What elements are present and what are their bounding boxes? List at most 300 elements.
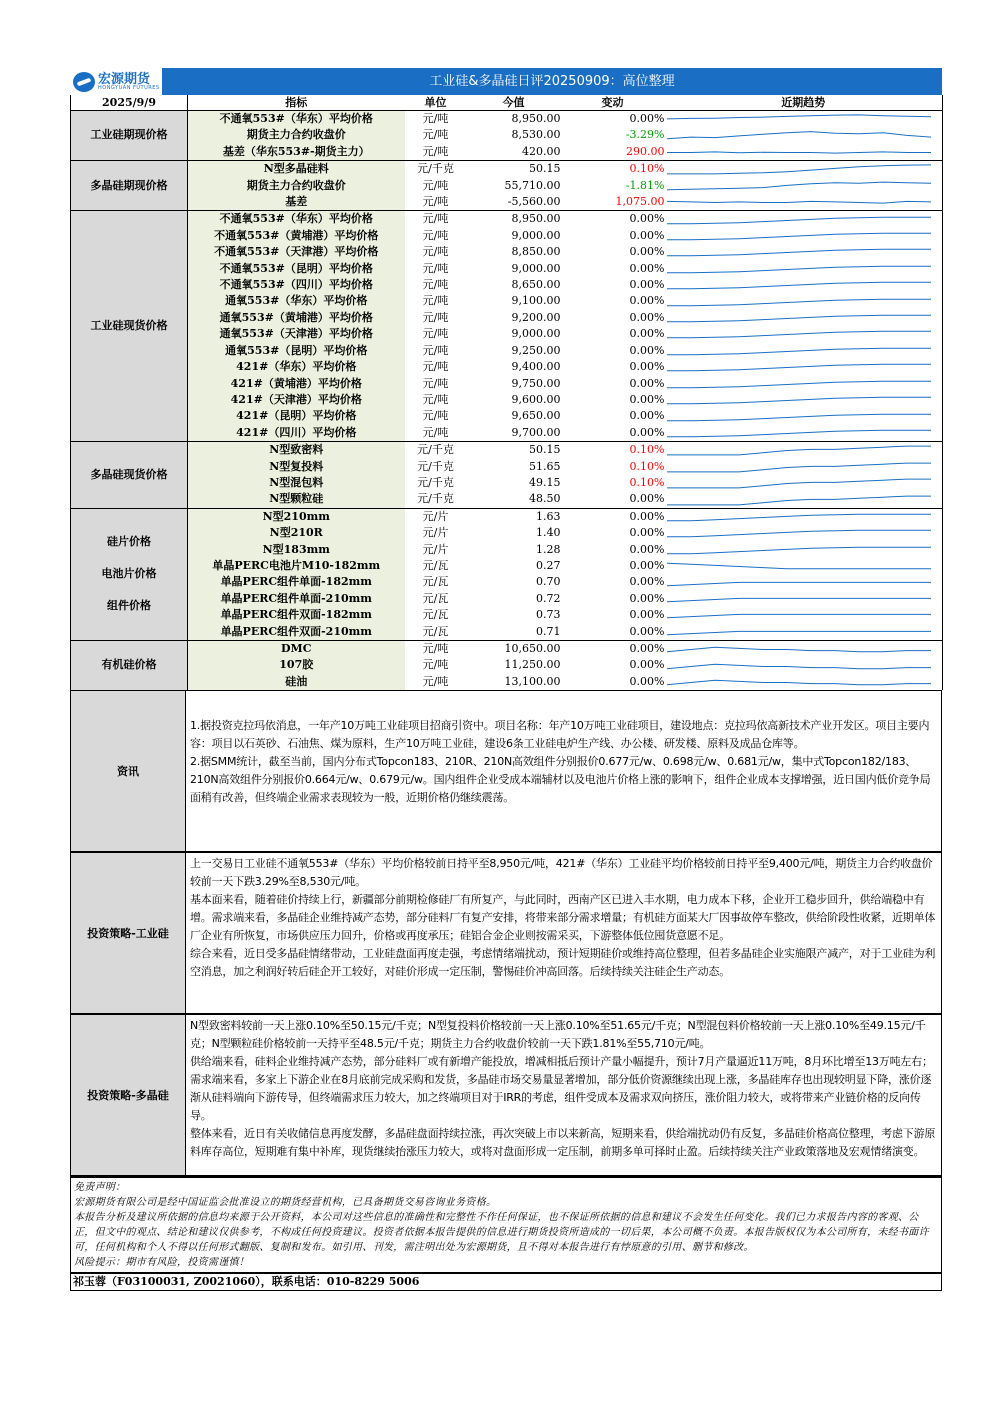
sparkline-cell (665, 376, 943, 392)
change-cell: 0.00% (629, 245, 665, 259)
indicator-name: 421#（昆明）平均价格 (188, 408, 405, 424)
change-cell: 290.00 (626, 144, 665, 158)
sparkline (665, 642, 935, 656)
value-cell: 9,700.00 (511, 425, 561, 439)
strategy-paragraph: N型致密料较前一天上涨0.10%至50.15元/千克；N型复投料价格较前一天上涨0.10%至51.65元/千克；N型混包料价格较前一天上涨0.10%至49.15元/千克；N型颗粒硅价格较前一天持平至48.5元/千克；期货主力合约收盘价较前一天下跌1.81%至55,710元/吨。 (190, 1019, 926, 1051)
table-row (71, 343, 943, 359)
sparkline-cell (665, 525, 943, 541)
sparkline-cell (665, 211, 943, 228)
col-trend: 近期趋势 (665, 95, 943, 111)
sparkline-cell (665, 127, 943, 143)
sparkline (665, 592, 935, 606)
logo-text: 宏源期货 (98, 71, 151, 87)
sparkline-series (667, 381, 931, 388)
sparkline (665, 393, 935, 407)
indicator-name: 不通氧553#（天津港）平均价格 (188, 244, 405, 260)
unit-cell: 元/吨 (405, 641, 467, 658)
table-row (71, 674, 943, 690)
sparkline-cell (665, 326, 943, 342)
sparkline-cell (665, 144, 943, 161)
sparkline (665, 245, 935, 259)
table-row (71, 194, 943, 211)
value-cell: 8,850.00 (511, 245, 561, 259)
value-cell: 9,650.00 (511, 409, 561, 423)
news-label: 资讯 (71, 691, 186, 851)
sparkline-series (667, 414, 931, 421)
unit-cell: 元/千克 (417, 475, 454, 489)
sparkline (665, 493, 935, 507)
unit-cell: 元/瓦 (422, 591, 449, 605)
unit-cell: 元/片 (422, 542, 449, 556)
change-cell: 0.00% (629, 392, 665, 406)
sparkline-cell (665, 392, 943, 408)
risk-warning: 风险提示：期市有风险，投资需谨慎！ (74, 1257, 250, 1269)
indicator-name: N型颗粒硅 (188, 491, 405, 508)
change-cell: -3.29% (625, 128, 665, 142)
sparkline (665, 460, 935, 474)
indicator-name: DMC (188, 641, 405, 658)
indicator-name: 421#（四川）平均价格 (188, 425, 405, 442)
sparkline-series (667, 563, 931, 569)
sparkline-series (667, 446, 931, 455)
table-row (71, 178, 943, 194)
sparkline (665, 162, 935, 176)
indicator-name: 期货主力合约收盘价 (188, 178, 405, 194)
unit-cell: 元/吨 (422, 195, 449, 209)
value-cell: 55,710.00 (504, 178, 561, 192)
col-change: 变动 (561, 95, 665, 111)
value-cell: 13,100.00 (504, 674, 561, 688)
disclaimer-line: 本报告分析及建议所依据的信息均来源于公开资料，本公司对这些信息的准确性和完整性不作任何保证，也不保证所依据的信息和建议不会发生任何变化。我们已力求报告内容的客观、公正，但文中的观点、结论和建议仅供参考，不构成任何投资建议。投资者依据本报告提供的信息进行期货投资所造成的一切后果，本公司概不负责。本报告版权仅为本公司所有，未经书面许可，任何机构和个人不得以任何形式翻版、复制和发布。如引用、刊发，需注明出处为宏源期货，且不得对本报告进行有悖原意的引用、删节和修改。 (74, 1212, 929, 1254)
table-row (71, 111, 943, 128)
sparkline-cell (665, 178, 943, 194)
sparkline-series (667, 664, 931, 668)
table-row (71, 261, 943, 277)
table-row (71, 376, 943, 392)
strategy-si-body (186, 853, 941, 1013)
value-cell: 9,200.00 (511, 310, 561, 324)
value-cell: 50.15 (467, 161, 561, 178)
change-cell: 0.10% (561, 442, 665, 459)
change-cell: 0.00% (629, 558, 665, 572)
indicator-name: 通氧553#（昆明）平均价格 (188, 343, 405, 359)
section-sublabel: 组件价格 (107, 599, 151, 613)
value-cell: 10,650.00 (467, 641, 561, 658)
sparkline (665, 625, 935, 639)
change-cell: 0.00% (629, 376, 665, 390)
sparkline (665, 295, 935, 309)
sparkline (665, 675, 935, 689)
value-cell: 9,400.00 (511, 360, 561, 374)
indicator-name: 单晶PERC组件单面-182mm (188, 574, 405, 590)
value-cell: 0.70 (536, 575, 561, 589)
strategy-paragraph: 综合来看，近日受多晶硅情绪带动，工业硅盘面再度走强，考虑情绪端扰动，预计短期硅价或维持高位整理，但若多晶硅企业实施限产减产，对于工业硅为利空消息，加之利润好转后硅企开工较好，对硅价形成一定压制，警惕硅价冲高回落。后续持续关注硅企生产动态。 (190, 947, 936, 979)
indicator-name: 421#（天津港）平均价格 (188, 392, 405, 408)
sparkline (665, 262, 935, 276)
sparkline (665, 213, 935, 227)
disclaimer-line: 宏源期货有限公司是经中国证监会批准设立的期货经营机构，已具备期货交易咨询业务资格。 (74, 1197, 497, 1209)
unit-cell: 元/吨 (422, 425, 449, 439)
indicator-name: 通氧553#（天津港）平均价格 (188, 326, 405, 342)
section-label: 工业硅现货价格 (71, 211, 188, 442)
strategy-poly-label: 投资策略-多晶硅 (71, 1015, 186, 1175)
sparkline-series (667, 364, 931, 371)
unit-cell: 元/瓦 (422, 608, 449, 622)
change-cell: 0.00% (629, 492, 665, 506)
strategy-poly-body (186, 1015, 941, 1175)
indicator-name: 期货主力合约收盘价 (188, 127, 405, 143)
value-cell: 8,950.00 (467, 211, 561, 228)
change-cell: 0.00% (561, 211, 665, 228)
value-cell: 8,530.00 (511, 128, 561, 142)
value-cell: 0.73 (536, 608, 561, 622)
sparkline (665, 526, 935, 540)
indicator-name: 不通氧553#（华东）平均价格 (188, 111, 405, 128)
change-cell: -1.81% (625, 178, 665, 192)
sparkline-cell (665, 624, 943, 641)
sparkline-series (667, 397, 931, 404)
sparkline-cell (665, 607, 943, 623)
unit-cell: 元/吨 (422, 392, 449, 406)
change-cell: 0.00% (629, 591, 665, 605)
sparkline-series (667, 496, 931, 505)
change-cell: 0.00% (629, 228, 665, 242)
table-row (71, 244, 943, 260)
sparkline (665, 145, 935, 159)
unit-cell: 元/吨 (422, 310, 449, 324)
sparkline-cell (665, 293, 943, 309)
change-cell: 0.00% (629, 294, 665, 308)
unit-cell: 元/千克 (417, 459, 454, 473)
sparkline-cell (665, 591, 943, 607)
table-row (71, 558, 943, 574)
value-cell: 1.28 (536, 542, 561, 556)
unit-cell: 元/吨 (422, 144, 449, 158)
value-cell: 9,100.00 (511, 294, 561, 308)
value-cell: 51.65 (529, 459, 561, 473)
change-cell: 0.00% (629, 425, 665, 439)
sparkline-cell (665, 277, 943, 293)
sparkline (665, 278, 935, 292)
indicator-name: N型致密料 (188, 442, 405, 459)
sparkline-cell (665, 244, 943, 260)
sparkline-series (667, 299, 931, 306)
unit-cell: 元/吨 (422, 228, 449, 242)
unit-cell: 元/吨 (422, 245, 449, 259)
indicator-name: 硅油 (188, 674, 405, 690)
sparkline (665, 112, 935, 126)
sparkline-series (667, 250, 931, 257)
indicator-name: N型混包料 (188, 475, 405, 491)
indicator-name: 单晶PERC组件双面-210mm (188, 624, 405, 641)
sparkline-cell (665, 359, 943, 375)
unit-cell: 元/吨 (422, 261, 449, 275)
value-cell: 49.15 (529, 475, 561, 489)
value-cell: 9,250.00 (511, 343, 561, 357)
strategy-poly-section (70, 1014, 942, 1176)
sparkline (665, 443, 935, 457)
sparkline-cell (665, 459, 943, 475)
sparkline-series (667, 680, 931, 684)
indicator-name: 单晶PERC组件单面-210mm (188, 591, 405, 607)
table-row (71, 127, 943, 143)
unit-cell: 元/吨 (422, 658, 449, 672)
table-row (71, 310, 943, 326)
table-row (71, 359, 943, 375)
indicator-name: 基差（华东553#-期货主力） (188, 144, 405, 161)
strategy-paragraph: 供给端来看，硅料企业维持减产态势，部分硅料厂或有新增产能投放，增减相抵后预计产量小幅提升，预计7月产量逼近11万吨，8月环比增至13万吨左右；需求端来看，多家上下游企业在8月底前完成采购和发货，多晶硅市场交易量显著增加，部分低价资源继续出现上涨，多晶硅库存也出现较明显下降，涨价逐渐从硅料端向下游传导，但终端需求压力较大，加之终端项目对于IRR的考虑，组件受成本及需求双向挤压，涨价阻力较大，或将带来产业链价格的反向传导。 (190, 1055, 933, 1123)
sparkline-cell (665, 657, 943, 673)
value-cell: 420.00 (522, 144, 561, 158)
sparkline (665, 543, 935, 557)
change-cell: 0.00% (629, 409, 665, 423)
section-label: 多晶硅现货价格 (71, 442, 188, 509)
indicator-name: 不通氧553#（四川）平均价格 (188, 277, 405, 293)
table-row (71, 228, 943, 244)
table-row (71, 459, 943, 475)
unit-cell: 元/吨 (405, 211, 467, 228)
logo-subtext: HONGYUAN FUTURES (98, 84, 160, 91)
sparkline-cell (665, 508, 943, 525)
sparkline-series (667, 332, 931, 339)
change-cell: 0.00% (629, 658, 665, 672)
indicator-name: 基差 (188, 194, 405, 211)
col-value: 今值 (467, 95, 561, 111)
table-row (71, 657, 943, 673)
sparkline (665, 410, 935, 424)
sparkline-cell (665, 261, 943, 277)
sparkline-series (667, 582, 931, 585)
value-cell: 0.27 (536, 558, 561, 572)
sparkline-cell (665, 194, 943, 211)
indicator-name: 单晶PERC组件双面-182mm (188, 607, 405, 623)
table-row (71, 425, 943, 442)
value-cell: 50.15 (467, 442, 561, 459)
sparkline-cell (665, 674, 943, 690)
table-row (71, 277, 943, 293)
indicator-name: 通氧553#（黄埔港）平均价格 (188, 310, 405, 326)
value-cell: 9,750.00 (511, 376, 561, 390)
table-row (71, 591, 943, 607)
value-cell: 11,250.00 (504, 658, 561, 672)
value-cell: 9,000.00 (511, 228, 561, 242)
company-logo (70, 68, 162, 95)
sparkline-series (667, 315, 931, 322)
change-cell: 0.00% (629, 310, 665, 324)
sparkline (665, 426, 935, 440)
col-unit: 单位 (405, 95, 467, 111)
sparkline-series (667, 165, 931, 174)
report-date: 2025/9/9 (71, 95, 188, 111)
report-title: 工业硅&多晶硅日评20250909：高位整理 (429, 74, 675, 89)
sparkline (665, 659, 935, 673)
sparkline (665, 576, 935, 590)
change-cell: 0.00% (629, 624, 665, 638)
table-row (71, 525, 943, 541)
indicator-name: 107胶 (188, 657, 405, 673)
disclaimer (70, 1176, 942, 1273)
sparkline-series (667, 266, 931, 273)
report-frame (70, 68, 942, 1291)
change-cell: 0.00% (561, 641, 665, 658)
change-cell: 0.00% (629, 343, 665, 357)
value-cell: 9,000.00 (511, 327, 561, 341)
news-paragraph: 1.据投资克拉玛依消息，一年产10万吨工业硅项目招商引资中。项目名称：年产10万吨工业硅项目，建设地点：克拉玛依高新技术产业开发区。项目主要内容：项目以石英砂、石油焦、煤为原料，生产10万吨工业硅，建设6条工业硅电炉生产线、办公楼、研发楼、原料及成品仓库等。 (190, 719, 930, 751)
unit-cell: 元/吨 (422, 294, 449, 308)
strategy-si-section (70, 852, 942, 1014)
sparkline-series (667, 598, 931, 601)
indicator-name: N型210mm (188, 508, 405, 525)
sparkline-series (667, 115, 931, 119)
unit-cell: 元/千克 (405, 442, 467, 459)
value-cell: 0.71 (536, 624, 561, 638)
strategy-si-label: 投资策略-工业硅 (71, 853, 186, 1013)
section-label: 有机硅价格 (71, 641, 188, 691)
table-row (71, 392, 943, 408)
sparkline-series (667, 348, 931, 355)
sparkline (665, 129, 935, 143)
section-sublabel: 硅片价格 (107, 535, 151, 549)
sparkline-cell (665, 228, 943, 244)
unit-cell: 元/吨 (422, 327, 449, 341)
sparkline-cell (665, 408, 943, 424)
value-cell: 8,950.00 (467, 111, 561, 128)
indicator-name: 单晶PERC电池片M10-182mm (188, 558, 405, 574)
sparkline-cell (665, 542, 943, 558)
sparkline-series (667, 182, 931, 190)
sparkline-series (667, 430, 931, 437)
news-section (70, 690, 942, 852)
value-cell: 1.63 (467, 508, 561, 525)
unit-cell: 元/千克 (405, 161, 467, 178)
sparkline-cell (665, 475, 943, 491)
unit-cell: 元/吨 (422, 409, 449, 423)
value-cell: 0.72 (536, 591, 561, 605)
sparkline (665, 360, 935, 374)
table-row (71, 607, 943, 623)
sparkline-cell (665, 425, 943, 442)
change-cell: 0.10% (629, 475, 665, 489)
table-row (71, 211, 943, 228)
sparkline-series (667, 282, 931, 289)
sparkline (665, 510, 935, 524)
table-row (71, 508, 943, 525)
section-sublabel: 电池片价格 (101, 567, 157, 581)
sparkline (665, 311, 935, 325)
change-cell: 0.00% (629, 542, 665, 556)
change-cell: 0.00% (629, 261, 665, 275)
sparkline-cell (665, 442, 943, 459)
sparkline-cell (665, 161, 943, 178)
change-cell: 0.00% (629, 608, 665, 622)
unit-cell: 元/瓦 (422, 558, 449, 572)
unit-cell: 元/吨 (422, 128, 449, 142)
sparkline-series (667, 131, 931, 138)
sparkline-cell (665, 310, 943, 326)
table-row (71, 161, 943, 178)
logo-icon (73, 72, 95, 92)
sparkline (665, 377, 935, 391)
sparkline-series (667, 202, 931, 204)
indicator-name: 421#（华东）平均价格 (188, 359, 405, 375)
news-body (186, 691, 941, 851)
sparkline-series (667, 531, 931, 538)
sparkline-series (667, 514, 931, 521)
strategy-paragraph: 基本面来看，随着硅价持续上行，新疆部分前期检修硅厂有所复产，与此同时，西南产区已进入丰水期，电力成本下移，企业开工稳步回升，供给端稳中有增。需求端来看，多晶硅企业维持减产态势，部分硅料厂有复产安排，将带来部分需求增量；有机硅方面某大厂因事故停车整改，供给阶段性收紧，近期单体厂企业有所恢复，市场供应压力回升，价格或再度承压；硅铝合金企业则按需采买，下游整体低位囤货意愿不足。 (190, 893, 936, 943)
change-cell: 0.00% (629, 674, 665, 688)
indicator-name: N型183mm (188, 542, 405, 558)
change-cell: 0.00% (561, 508, 665, 525)
news-paragraph: 2.据SMM统计，截至当前，国内分布式Topcon183、210R、210N高效组件分别报价0.677元/w、0.698元/w、0.681元/w，集中式Topcon182/183、210N高效组件分别报价0.664元/w、0.679元/w。国内组件企业受成本端辅材以及电池片价格上涨的影响下，组件企业成本支撑增强，近日国内低价竞争局面稍有改善，但终端企业需求表现较为一般，近期价格仍继续震荡。 (190, 755, 931, 805)
change-cell: 1,075.00 (615, 195, 665, 209)
sparkline-series (667, 631, 931, 634)
sparkline-series (667, 648, 931, 652)
table-row (71, 574, 943, 590)
value-cell: 9,600.00 (511, 392, 561, 406)
change-cell: 0.00% (561, 111, 665, 128)
sparkline-cell (665, 641, 943, 658)
change-cell: 0.00% (629, 575, 665, 589)
change-cell: 0.10% (561, 161, 665, 178)
indicator-name: N型复投料 (188, 459, 405, 475)
section-label (71, 508, 188, 640)
analyst-contact: 祁玉蓉（F03100031, Z0021060），联系电话：010-8229 5006 (70, 1273, 942, 1291)
disclaimer-title: 免责声明： (74, 1182, 126, 1194)
sparkline-cell (665, 491, 943, 508)
sparkline-cell (665, 558, 943, 574)
indicator-name: N型210R (188, 525, 405, 541)
col-indicator: 指标 (188, 95, 405, 111)
sparkline-cell (665, 343, 943, 359)
sparkline-series (667, 217, 931, 224)
strategy-paragraph: 整体来看，近日有关收储信息再度发酵，多晶硅盘面持续拉涨，再次突破上市以来新高，短期来看，供给端扰动仍有反复，多晶硅价格高位整理，考虑下游原料库存高位，短期难有集中补库，现货继续抬涨压力较大，或将对盘面形成一定压制，前期多单可择时止盈。后续持续关注产业政策落地及宏观情绪演变。 (190, 1127, 936, 1159)
indicator-name: N型多晶硅料 (188, 161, 405, 178)
value-cell: 1.40 (536, 526, 561, 540)
value-cell: -5,560.00 (507, 195, 561, 209)
unit-cell: 元/吨 (422, 674, 449, 688)
price-table (70, 95, 943, 690)
indicator-name: 不通氧553#（昆明）平均价格 (188, 261, 405, 277)
strategy-paragraph: 上一交易日工业硅不通氧553#（华东）平均价格较前日持平至8,950元/吨，421#（华东）工业硅平均价格较前日持平至9,400元/吨，期货主力合约收盘价较前一天下跌3.29%至8,530元/吨。 (190, 857, 933, 889)
unit-cell: 元/吨 (422, 343, 449, 357)
sparkline (665, 179, 935, 193)
table-header (71, 95, 943, 111)
unit-cell: 元/千克 (417, 492, 454, 506)
change-cell: 0.00% (629, 327, 665, 341)
indicator-name: 不通氧553#（黄埔港）平均价格 (188, 228, 405, 244)
value-cell: 48.50 (529, 492, 561, 506)
unit-cell: 元/吨 (422, 360, 449, 374)
unit-cell: 元/吨 (422, 278, 449, 292)
table-row (71, 144, 943, 161)
table-row (71, 475, 943, 491)
unit-cell: 元/瓦 (422, 624, 449, 638)
unit-cell: 元/吨 (405, 111, 467, 128)
value-cell: 9,000.00 (511, 261, 561, 275)
unit-cell: 元/片 (422, 526, 449, 540)
sparkline-cell (665, 574, 943, 590)
sparkline-cell (665, 111, 943, 128)
unit-cell: 元/瓦 (422, 575, 449, 589)
sparkline (665, 608, 935, 622)
table-row (71, 641, 943, 658)
change-cell: 0.00% (629, 526, 665, 540)
sparkline (665, 476, 935, 490)
change-cell: 0.00% (629, 278, 665, 292)
sparkline-series (667, 233, 931, 240)
table-row (71, 542, 943, 558)
sparkline (665, 344, 935, 358)
